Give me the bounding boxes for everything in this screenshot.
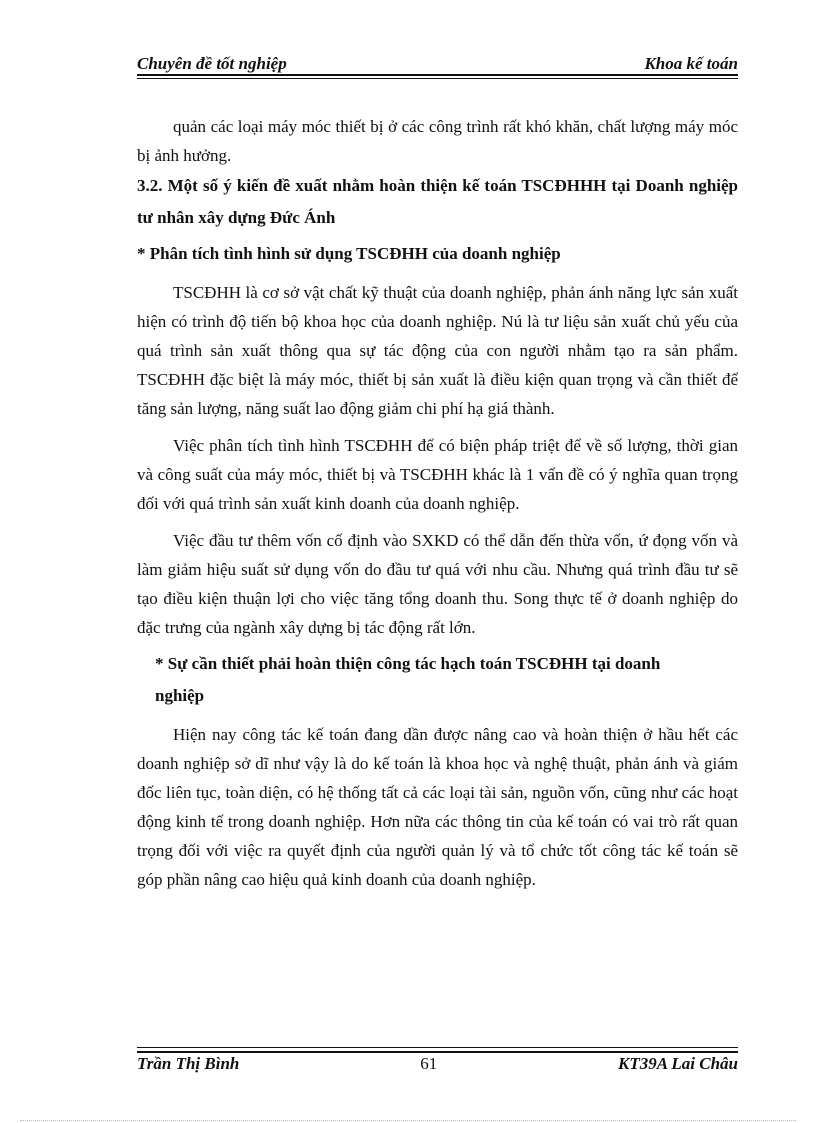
- subheading-necessity-line-2: nghiệp: [155, 686, 205, 705]
- page-number: 61: [420, 1054, 438, 1073]
- header-rule-thin: [137, 78, 738, 79]
- footer-author: Trần Thị Bình: [137, 1054, 240, 1073]
- page-content: [137, 112, 738, 894]
- page-footer: [137, 1054, 738, 1078]
- header-rule-thick: [137, 74, 738, 76]
- section-heading: 3.2. Một số ý kiến đề xuất nhằm hoàn thiện kế toán TSCĐHHH tại Doanh nghiệp tư nhân xây dựng Đức Ánh: [137, 176, 738, 227]
- footer-rule-thick: [137, 1051, 738, 1053]
- footer-class-label: KT39A Lai Châu: [618, 1054, 738, 1073]
- page-bottom-divider: [20, 1120, 796, 1121]
- header-right-title: Khoa kế toán: [644, 54, 738, 73]
- footer-rule-thin: [137, 1047, 738, 1048]
- paragraph-4: Hiện nay công tác kế toán đang dần được nâng cao và hoàn thiện ở hầu hết các doanh nghiệp sở dĩ như vậy là do kế toán là khoa học và nghệ thuật, phản ánh và giám đốc liên tục, toàn diện, có hệ thống tất cả các loại tài sản, nguồn vốn, cũng như các hoạt động kinh tế trong doanh nghiệp. Hơn nữa các thông tin của kế toán có vai trò rất quan trọng đối với việc ra quyết định của người quản lý và tổ chức tốt công tác kế toán sẽ góp phần nâng cao hiệu quả kinh doanh của doanh nghiệp.: [137, 725, 738, 889]
- paragraph-continued: quản các loại máy móc thiết bị ở các công trình rất khó khăn, chất lượng máy móc bị ảnh hưởng.: [137, 117, 738, 165]
- subheading-necessity-line-1: * Sự cần thiết phải hoàn thiện công tác hạch toán TSCĐHH tại doanh: [155, 654, 661, 673]
- page-header: [137, 48, 738, 74]
- subheading-necessity: [155, 648, 738, 712]
- paragraph-3: Việc đầu tư thêm vốn cố định vào SXKD có thể dẫn đến thừa vốn, ứ đọng vốn và làm giảm hiệu suất sử dụng vốn do đầu tư quá với nhu cầu. Nhưng quá trình đầu tư sẽ tạo điều kiện thuận lợi cho việc tăng tổng doanh thu. Song thực tế ở doanh nghiệp do đặc trưng của ngành xây dựng bị tác động rất lớn.: [137, 531, 738, 637]
- header-left-title: Chuyên đề tốt nghiệp: [137, 54, 287, 73]
- paragraph-1: TSCĐHH là cơ sở vật chất kỹ thuật của doanh nghiệp, phản ánh năng lực sản xuất hiện có trình độ tiến bộ khoa học của doanh nghiệp. Nú là tư liệu sản xuất chủ yếu của quá trình sản xuất thông qua sự tác động của con người nhằm tạo ra sản phẩm. TSCĐHH đặc biệt là máy móc, thiết bị sản xuất là điều kiện quan trọng và cần thiết để tăng sản lượng, năng suất lao động giảm chi phí hạ giá thành.: [137, 283, 738, 418]
- subheading-analysis: * Phân tích tình hình sử dụng TSCĐHH của doanh nghiệp: [137, 244, 561, 263]
- paragraph-2: Việc phân tích tình hình TSCĐHH để có biện pháp triệt để về số lượng, thời gian và công suất của máy móc, thiết bị và TSCĐHH khác là 1 vấn đề có ý nghĩa quan trọng đối với quá trình sản xuất kinh doanh của doanh nghiệp.: [137, 436, 738, 513]
